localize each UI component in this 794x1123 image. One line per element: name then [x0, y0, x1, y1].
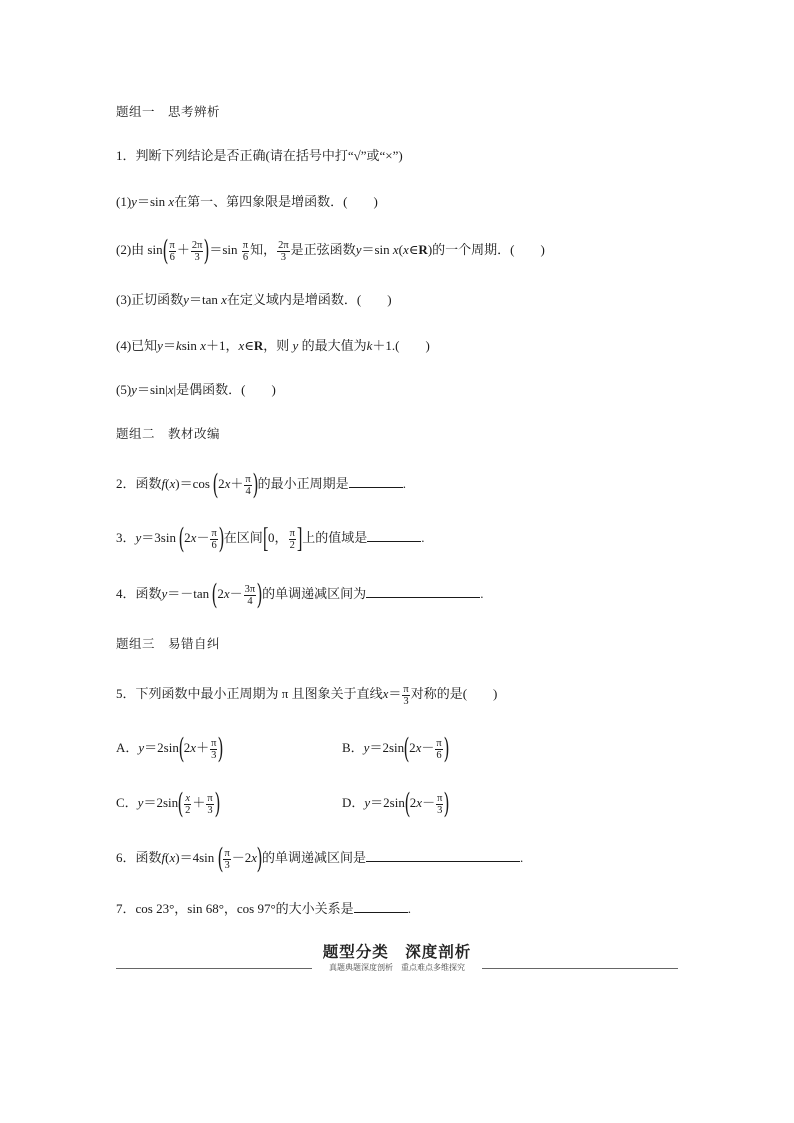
question-2: 2．函数f(x)＝cos (2x＋ $\frac{\pi}{4}$ )的最小正周期是 . — [116, 468, 406, 502]
question-1-item-3: (3)正切函数y＝tan x在定义域内是增函数．( ) — [116, 292, 392, 307]
group-heading-2: 题组二 教材改编 — [116, 426, 221, 441]
section-banner — [0, 940, 794, 980]
question-5-option-d[interactable]: D．y＝2sin(2x－ $\frac{\pi}{3}$ ) — [342, 787, 450, 821]
question-4: 4．函数y＝－tan (2x－ $\frac{3\pi}{4}$ )的单调递减区间为 . — [116, 578, 484, 612]
answer-blank[interactable] — [349, 473, 403, 488]
group-heading-1: 题组一 思考辨析 — [116, 104, 221, 119]
question-1-item-1: (1)y＝sin x在第一、第四象限是增函数．( ) — [116, 194, 378, 209]
question-5-option-b[interactable]: B．y＝2sin(2x－ $\frac{\pi}{6}$ ) — [342, 732, 450, 766]
question-1-item-5: (5)y＝sin|x|是偶函数．( ) — [116, 382, 276, 397]
question-1-item-4: (4)已知y＝ksin x＋1，x∈R，则 y 的最大值为k＋1.( ) — [116, 338, 430, 353]
question-5-option-c[interactable]: C．y＝2sin( $\frac{x}{2}$ ＋ $\frac{\pi}{3}$ ) — [116, 787, 221, 821]
question-1-stem: 1．判断下列结论是否正确(请在括号中打“√”或“×”) — [116, 148, 403, 163]
question-1-item-2: (2)由 sin( $\frac{\pi}{6}$ ＋ $\frac{2\pi}{3}$ )＝sin $\frac{\pi}{6}$ 知， $\frac{2\pi}{3}$ 是正弦函数y＝sin x(x∈R)的一个周期．( ) — [116, 234, 545, 268]
group-heading-3: 题组三 易错自纠 — [116, 636, 221, 651]
banner-rule-right — [482, 968, 678, 969]
answer-blank[interactable] — [354, 898, 408, 913]
question-7: 7．cos 23°，sin 68°，cos 97°的大小关系是 . — [116, 898, 411, 919]
question-5-stem: 5．下列函数中最小正周期为 π 且图象关于直线x＝ $\frac{\pi}{3}$ 对称的是( ) — [116, 683, 498, 707]
question-5-option-a[interactable]: A．y＝2sin(2x＋ $\frac{\pi}{3}$ ) — [116, 732, 224, 766]
answer-blank[interactable] — [366, 583, 480, 598]
answer-blank[interactable] — [366, 847, 520, 862]
question-6: 6．函数f(x)＝4sin ( $\frac{\pi}{3}$ －2x)的单调递减区间是 . — [116, 842, 524, 876]
banner-title: 题型分类 深度剖析 — [322, 943, 472, 961]
answer-blank[interactable] — [367, 527, 421, 542]
banner-subtitle: 真题典题深度剖析 重点难点多维探究 — [329, 963, 465, 972]
question-3: 3．y＝3sin (2x－ $\frac{\pi}{6}$ )在区间[0， $\frac{\pi}{2}$ ]上的值域是 . — [116, 522, 425, 556]
